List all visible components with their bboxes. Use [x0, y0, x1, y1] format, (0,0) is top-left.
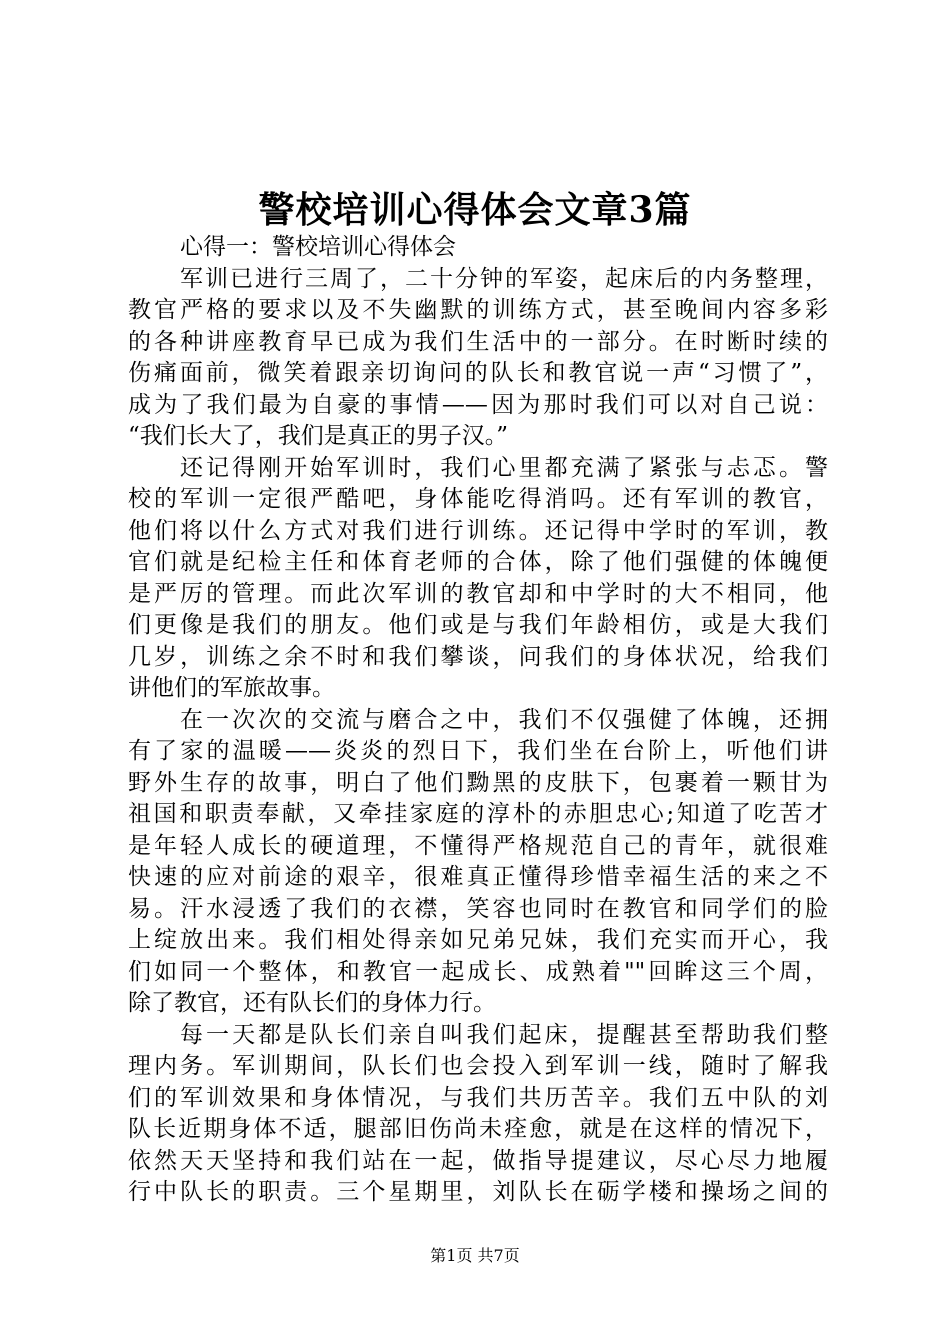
body-text-line: 在一次次的交流与磨合之中，我们不仅强健了体魄，还拥 — [180, 706, 828, 733]
body-text-line: 伤痛面前，微笑着跟亲切询问的队长和教官说一声“习惯了”， — [128, 360, 828, 386]
body-text-line: 除了教官，还有队长们的身体力行。 — [128, 990, 496, 1016]
body-text-line: 军训已进行三周了，二十分钟的军姿，起床后的内务整理， — [180, 265, 828, 292]
body-text-line: 理内务。军训期间，队长们也会投入到军训一线，随时了解我 — [128, 1053, 828, 1079]
document-title: 警校培训心得体会文章3篇 — [258, 189, 692, 231]
body-text-line: 教官严格的要求以及不失幽默的训练方式，甚至晚间内容多彩 — [128, 297, 828, 323]
body-text-line: 依然天天坚持和我们站在一起，做指导提建议，尽心尽力地履 — [128, 1147, 828, 1174]
body-text-line: 易。汗水浸透了我们的衣襟，笑容也同时在教官和同学们的脸 — [128, 895, 828, 922]
body-text-line: 他们将以什么方式对我们进行训练。还记得中学时的军训，教 — [128, 517, 828, 544]
body-text-line: 讲他们的军旅故事。 — [128, 675, 335, 701]
body-text-line: 是年轻人成长的硬道理，不懂得严格规范自己的青年，就很难 — [128, 832, 828, 859]
body-text-line: 们更像是我们的朋友。他们或是与我们年龄相仿，或是大我们 — [128, 612, 828, 638]
body-text-line: 们如同一个整体，和教官一起成长、成熟着""回眸这三个周， — [128, 958, 828, 985]
body-text-line: 每一天都是队长们亲自叫我们起床，提醒甚至帮助我们整 — [180, 1021, 828, 1048]
body-text-line: 快速的应对前途的艰辛，很难真正懂得珍惜幸福生活的来之不 — [128, 864, 828, 890]
body-text-line: 野外生存的故事，明白了他们黝黑的皮肤下，包裹着一颗甘为 — [128, 769, 828, 796]
body-text-line: 有了家的温暖——炎炎的烈日下，我们坐在台阶上，听他们讲 — [128, 738, 828, 764]
body-text-line: 是严厉的管理。而此次军训的教官却和中学时的大不相同，他 — [128, 580, 828, 607]
body-text-line: 行中队长的职责。三个星期里，刘队长在砺学楼和操场之间的 — [128, 1179, 828, 1205]
body-text-line: 成为了我们最为自豪的事情——因为那时我们可以对自己说： — [128, 391, 828, 418]
body-text-line: 们的军训效果和身体情况，与我们共历苦辛。我们五中队的刘 — [128, 1084, 828, 1111]
page-number-footer: 第1页 共7页 — [430, 1246, 520, 1265]
document-body — [128, 232, 828, 1209]
body-text-line: 心得一：警校培训心得体会 — [180, 234, 456, 260]
body-text-line: 几岁，训练之余不时和我们攀谈，问我们的身体状况，给我们 — [128, 643, 828, 670]
body-text-line: 还记得刚开始军训时，我们心里都充满了紧张与忐忑。警 — [180, 454, 828, 481]
body-text-line: 的各种讲座教育早已成为我们生活中的一部分。在时断时续的 — [128, 328, 828, 355]
body-text-line: 上绽放出来。我们相处得亲如兄弟兄妹，我们充实而开心，我 — [128, 927, 828, 953]
body-text-line: 校的军训一定很严酷吧，身体能吃得消吗。还有军训的教官， — [128, 486, 828, 512]
body-text-line: 祖国和职责奉献，又牵挂家庭的淳朴的赤胆忠心;知道了吃苦才 — [128, 801, 828, 827]
body-text-line: 官们就是纪检主任和体育老师的合体，除了他们强健的体魄便 — [128, 549, 828, 575]
body-text-line: “我们长大了，我们是真正的男子汉。” — [128, 423, 509, 449]
body-text-line: 队长近期身体不适，腿部旧伤尚未痊愈，就是在这样的情况下， — [128, 1116, 828, 1142]
